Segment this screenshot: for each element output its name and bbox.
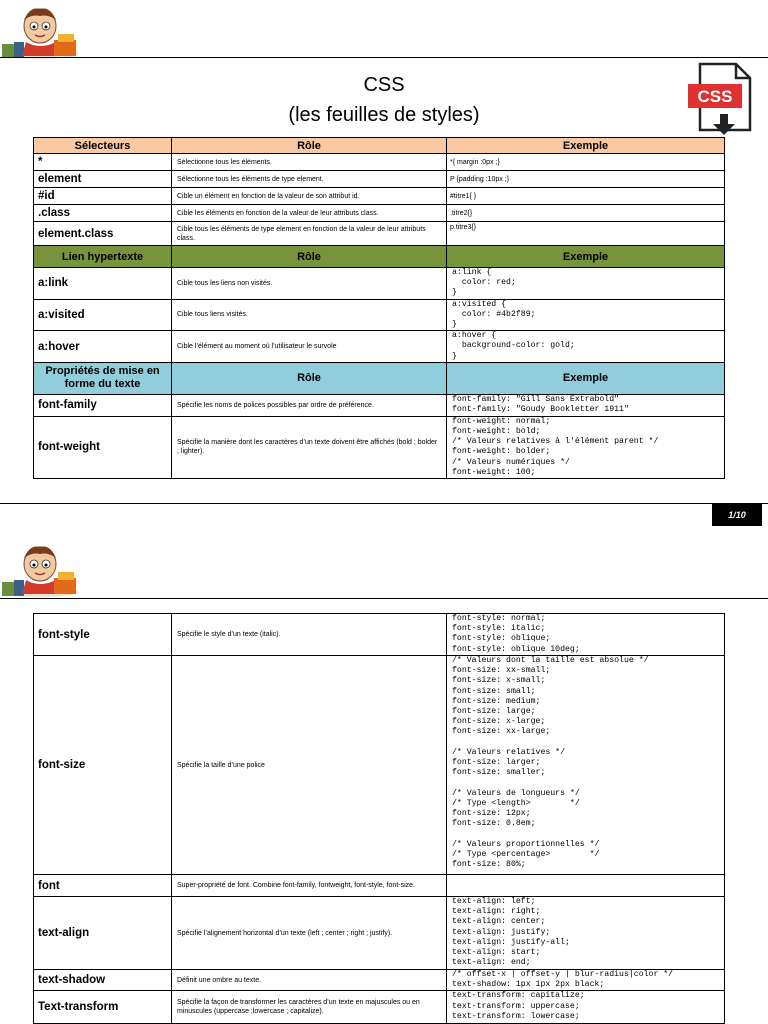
selector-role: Sélectionne tous les éléments de type element. bbox=[172, 171, 447, 188]
property-example: text-align: left; text-align: right; text-align: center; text-align: justify; text-align: justify-all; text-align: start; text-align: end; bbox=[447, 897, 725, 970]
property-role: Spécifie la taille d’une police bbox=[172, 656, 447, 875]
table-row bbox=[34, 222, 725, 246]
selector-name: .class bbox=[34, 205, 172, 222]
property-example: font-family: "Gill Sans Extrabold" font-family: "Goudy Bookletter 1911" bbox=[447, 394, 725, 416]
table-row bbox=[34, 897, 725, 970]
logo-text: CSS bbox=[697, 87, 733, 106]
header-exemple: Exemple bbox=[447, 362, 725, 394]
table-row bbox=[34, 991, 725, 1024]
selectors-table bbox=[33, 137, 725, 479]
header-exemple: Exemple bbox=[447, 138, 725, 154]
property-example: /* Valeurs dont la taille est absolue */ font-size: xx-small; font-size: x-small; font-size: small; font-size: medium; font-size: large; font-size: x-large; font-size: xx-large; /* Valeurs relatives */ font-size: larger; font-size: smaller; /* Valeurs de longueurs */ /* Type <length> */ font-size: 12px; font-size: 0.8em; /* Valeurs proportionnelles */ /* Type <percentage> */ font-size: 80%; bbox=[447, 656, 725, 875]
selector-role: Cible un élément en fonction de la valeur de son attribut id. bbox=[172, 188, 447, 205]
property-name: font-family bbox=[34, 394, 172, 416]
selector-name: element bbox=[34, 171, 172, 188]
selector-example: .titre2{} bbox=[447, 205, 725, 222]
header-lien-hypertexte: Lien hypertexte bbox=[34, 246, 172, 268]
selector-example: P {padding :10px ;} bbox=[447, 171, 725, 188]
property-example bbox=[447, 875, 725, 897]
selector-example: #titre1{ } bbox=[447, 188, 725, 205]
selector-name: element.class bbox=[34, 222, 172, 246]
selector-example: *{ margin :0px ;} bbox=[447, 154, 725, 171]
text-properties-table bbox=[33, 613, 725, 1024]
table-row bbox=[34, 171, 725, 188]
selector-role: Cible l’élément au moment où l’utilisateur le survole bbox=[172, 331, 447, 363]
selector-role: Sélectionne tous les éléments. bbox=[172, 154, 447, 171]
header-role: Rôle bbox=[172, 362, 447, 394]
selector-example: a:link { color: red; } bbox=[447, 268, 725, 300]
property-role: Spécifie les noms de polices possibles par ordre de préférence. bbox=[172, 394, 447, 416]
property-role: Spécifie la façon de transformer les caractères d’un texte en majuscules ou en minuscules (uppercase ;lowercase ; capitalize). bbox=[172, 991, 447, 1024]
table-row bbox=[34, 970, 725, 991]
mascot-icon bbox=[0, 542, 80, 598]
document-title-line2: (les feuilles de styles) bbox=[288, 104, 480, 126]
property-example: font-weight: normal; font-weight: bold; /* Valeurs relatives à l'élément parent */ font-weight: bolder; /* Valeurs numériques */ font-weight: 100; bbox=[447, 416, 725, 478]
table-row bbox=[34, 268, 725, 300]
page-2 bbox=[0, 540, 768, 1024]
selector-role: Cible les éléments en fonction de la valeur de leur attributs class. bbox=[172, 205, 447, 222]
selector-role: Cible tous liens visités. bbox=[172, 299, 447, 331]
selector-role: Cible tous les éléments de type element en fonction de la valeur de leur attributs class. bbox=[172, 222, 447, 246]
property-example: font-style: normal; font-style: italic; font-style: oblique; font-style: oblique 10deg; bbox=[447, 614, 725, 656]
mascot-icon bbox=[0, 4, 80, 60]
selector-name: #id bbox=[34, 188, 172, 205]
property-name: font bbox=[34, 875, 172, 897]
property-role: Définit une ombre au texte. bbox=[172, 970, 447, 991]
property-role: Spécifie l’alignement horizontal d’un texte (left ; center ; right ; justify). bbox=[172, 897, 447, 970]
selector-name: a:link bbox=[34, 268, 172, 300]
property-role: Spécifie la manière dont les caractères d’un texte doivent être affichés (bold ; bolder ; lighter). bbox=[172, 416, 447, 478]
selector-example: p.titre3{} bbox=[447, 222, 725, 246]
property-name: text-align bbox=[34, 897, 172, 970]
table-row bbox=[34, 656, 725, 875]
selector-name: a:hover bbox=[34, 331, 172, 363]
header-selecteurs: Sélecteurs bbox=[34, 138, 172, 154]
table-row bbox=[34, 614, 725, 656]
page-number-badge: 1/10 bbox=[712, 504, 762, 526]
property-name: font-size bbox=[34, 656, 172, 875]
property-role: Spécifie le style d’un texte (italic). bbox=[172, 614, 447, 656]
table-header-row bbox=[34, 246, 725, 268]
table-row bbox=[34, 188, 725, 205]
table-row bbox=[34, 394, 725, 416]
property-name: font-style bbox=[34, 614, 172, 656]
property-role: Super-propriété de font. Combine font-family, fontweight, font-style, font-size. bbox=[172, 875, 447, 897]
property-name: Text-transform bbox=[34, 991, 172, 1024]
table-row bbox=[34, 205, 725, 222]
table-row bbox=[34, 154, 725, 171]
table-row bbox=[34, 331, 725, 363]
property-name: font-weight bbox=[34, 416, 172, 478]
selector-role: Cible tous les liens non visités. bbox=[172, 268, 447, 300]
document-title-line1: CSS bbox=[363, 74, 405, 96]
header-role: Rôle bbox=[172, 246, 447, 268]
property-example: /* offset-x | offset-y | blur-radius|color */ text-shadow: 1px 1px 2px black; bbox=[447, 970, 725, 991]
property-example: text-transform: capitalize; text-transform: uppercase; text-transform: lowercase; bbox=[447, 991, 725, 1024]
selector-example: a:hover { background-color: gold; } bbox=[447, 331, 725, 363]
property-name: text-shadow bbox=[34, 970, 172, 991]
selector-example: a:visited { color: #4b2f89; } bbox=[447, 299, 725, 331]
table-header-row bbox=[34, 138, 725, 154]
header-proprietes-texte: Propriétés de mise en forme du texte bbox=[34, 362, 172, 394]
selector-name: * bbox=[34, 154, 172, 171]
table-row bbox=[34, 875, 725, 897]
css-file-icon bbox=[686, 60, 756, 136]
selector-name: a:visited bbox=[34, 299, 172, 331]
header-exemple: Exemple bbox=[447, 246, 725, 268]
header-role: Rôle bbox=[172, 138, 447, 154]
table-row bbox=[34, 299, 725, 331]
table-row bbox=[34, 416, 725, 478]
table-header-row bbox=[34, 362, 725, 394]
